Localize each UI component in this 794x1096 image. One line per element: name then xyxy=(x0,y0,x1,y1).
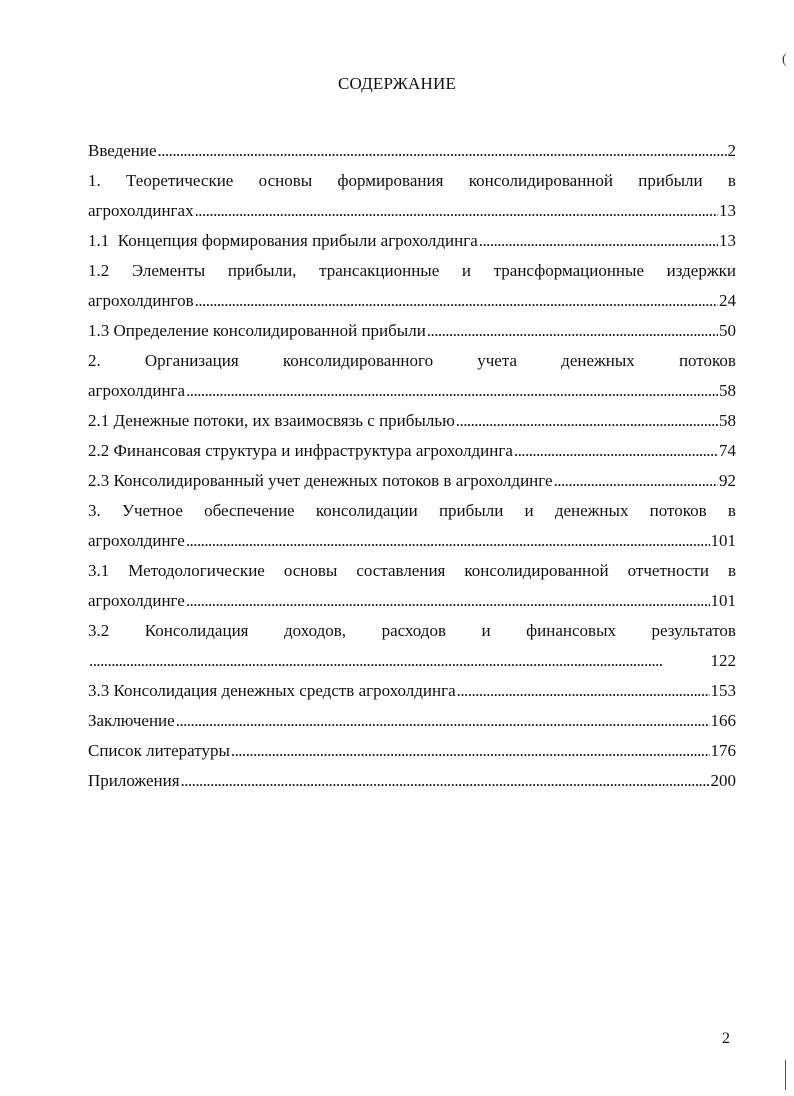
toc-entry-page: 200 xyxy=(710,771,736,790)
toc-entry-page: 13 xyxy=(719,201,736,220)
toc-entry-title: Заключение xyxy=(88,711,175,730)
dot-leader xyxy=(554,466,718,496)
toc-entry-title: 2.2 Финансовая структура и инфраструктура агрохолдинга xyxy=(88,441,513,460)
toc-entry-page: 122 xyxy=(710,651,736,670)
dot-leader xyxy=(457,676,710,706)
toc-entry-title: агрохолдинга xyxy=(88,381,186,400)
toc-word: 1.2 xyxy=(88,261,110,280)
toc-entry-page: 58 xyxy=(719,411,736,430)
dot-leader xyxy=(456,406,718,436)
toc-word: потоков xyxy=(649,501,707,520)
toc-entry xyxy=(88,376,736,406)
toc-entry xyxy=(88,706,736,736)
toc-entry-heading xyxy=(88,346,736,376)
toc-word: прибыли xyxy=(438,501,504,520)
toc-word: консолидированной xyxy=(468,171,613,190)
dot-leader xyxy=(181,766,710,796)
toc-word: 3. xyxy=(88,501,101,520)
toc-entry-title: Приложения xyxy=(88,771,180,790)
toc-word: Методологические xyxy=(128,561,265,580)
dot-leader xyxy=(231,736,710,766)
toc-entry-title: 2.1 Денежные потоки, их взаимосвязь с прибылью xyxy=(88,411,455,430)
toc-word: издержки xyxy=(666,261,736,280)
toc-entry xyxy=(88,676,736,706)
toc-entry-title: агрохолдинге xyxy=(88,591,185,610)
toc-entry-heading xyxy=(88,496,736,526)
toc-entry-page: 13 xyxy=(719,231,736,250)
toc-entry xyxy=(88,436,736,466)
toc-word: трансформационные xyxy=(493,261,644,280)
toc-word: расходов xyxy=(381,621,446,640)
dot-leader xyxy=(195,196,718,226)
scan-artifact-mark: ( xyxy=(782,52,787,67)
toc-word: обеспечение xyxy=(204,501,295,520)
toc-word: учета xyxy=(477,351,518,370)
dot-leader xyxy=(514,436,718,466)
toc-word: доходов, xyxy=(284,621,347,640)
toc-word: Теоретические xyxy=(126,171,234,190)
dot-leader xyxy=(186,586,710,616)
toc-entry xyxy=(88,526,736,556)
toc-word: консолидированной xyxy=(464,561,609,580)
toc-word: 1. xyxy=(88,171,101,190)
toc-entry-page: 101 xyxy=(710,591,736,610)
scan-artifact-line xyxy=(785,1060,792,1090)
toc-word: основы xyxy=(283,561,338,580)
toc-entry xyxy=(88,766,736,796)
toc-word: финансовых xyxy=(526,621,616,640)
toc-word: прибыли xyxy=(638,171,703,190)
dot-leader xyxy=(176,706,710,736)
toc-word: потоков xyxy=(678,351,736,370)
dot-leader xyxy=(186,376,718,406)
toc-word: в xyxy=(727,171,736,190)
toc-word: консолидации xyxy=(315,501,418,520)
toc-word: 3.2 xyxy=(88,621,110,640)
toc-entry-title: агрохолдингах xyxy=(88,201,194,220)
dot-leader xyxy=(186,526,710,556)
toc-entry xyxy=(88,286,736,316)
toc-entry-heading xyxy=(88,616,736,646)
toc-word: денежных xyxy=(554,501,629,520)
toc-entry-page: 2 xyxy=(727,141,736,160)
toc-word: основы xyxy=(258,171,313,190)
toc-entry-title: Введение xyxy=(88,141,157,160)
toc-entry-page: 74 xyxy=(719,441,736,460)
toc-word: трансакционные xyxy=(319,261,440,280)
toc-entry-title: 2.3 Консолидированный учет денежных потоков в агрохолдинге xyxy=(88,471,553,490)
toc-entry-page: 58 xyxy=(719,381,736,400)
toc-entry xyxy=(88,646,736,676)
toc-word: Учетное xyxy=(121,501,183,520)
toc-word: отчетности xyxy=(627,561,709,580)
dot-leader xyxy=(479,226,718,256)
toc-word: 3.1 xyxy=(88,561,110,580)
toc-word: в xyxy=(727,501,736,520)
toc-word: и xyxy=(524,501,534,520)
toc-entry-page: 101 xyxy=(710,531,736,550)
toc-word: составления xyxy=(356,561,446,580)
toc-word: консолидированного xyxy=(282,351,434,370)
toc-word: результатов xyxy=(651,621,736,640)
toc-word: Элементы xyxy=(131,261,206,280)
toc-word: денежных xyxy=(561,351,635,370)
dot-leader xyxy=(195,286,718,316)
toc-entry-title: 3.3 Консолидация денежных средств агрохолдинга xyxy=(88,681,456,700)
toc-entry-heading xyxy=(88,166,736,196)
toc-entry-page: 166 xyxy=(710,711,736,730)
toc-entry xyxy=(88,226,736,256)
toc-entry-title: агрохолдинге xyxy=(88,531,185,550)
toc-entry xyxy=(88,316,736,346)
toc-word: формирования xyxy=(337,171,444,190)
toc-entry-title: агрохолдингов xyxy=(88,291,194,310)
toc-entry xyxy=(88,136,736,166)
dot-leader xyxy=(158,136,727,166)
toc-entry xyxy=(88,406,736,436)
toc-word: и xyxy=(461,261,472,280)
toc-entry-title: 1.3 Определение консолидированной прибыли xyxy=(88,321,426,340)
toc-entry xyxy=(88,196,736,226)
toc-entry-title: Список литературы xyxy=(88,741,230,760)
toc-entry xyxy=(88,466,736,496)
toc-entry-page: 176 xyxy=(710,741,736,760)
toc-entry-page: 50 xyxy=(719,321,736,340)
toc-entry-page: 92 xyxy=(719,471,736,490)
toc-entry-heading xyxy=(88,256,736,286)
toc-word: 2. xyxy=(88,351,101,370)
toc-entry-title: 1.1 Концепция формирования прибыли агрохолдинга xyxy=(88,231,478,250)
dot-leader xyxy=(427,316,718,346)
toc-entry-page: 24 xyxy=(719,291,736,310)
toc-word: Консолидация xyxy=(144,621,249,640)
toc-word: и xyxy=(481,621,491,640)
toc-word: прибыли, xyxy=(227,261,297,280)
page-number: 2 xyxy=(722,1030,730,1047)
page-title: СОДЕРЖАНИЕ xyxy=(337,74,457,93)
toc-word: в xyxy=(727,561,736,580)
toc-entry-heading xyxy=(88,556,736,586)
toc-entry-page: 153 xyxy=(710,681,736,700)
toc-entry xyxy=(88,736,736,766)
toc-word: Организация xyxy=(144,351,239,370)
table-of-contents xyxy=(88,136,736,796)
toc-entry xyxy=(88,586,736,616)
dot-leader xyxy=(89,646,710,676)
